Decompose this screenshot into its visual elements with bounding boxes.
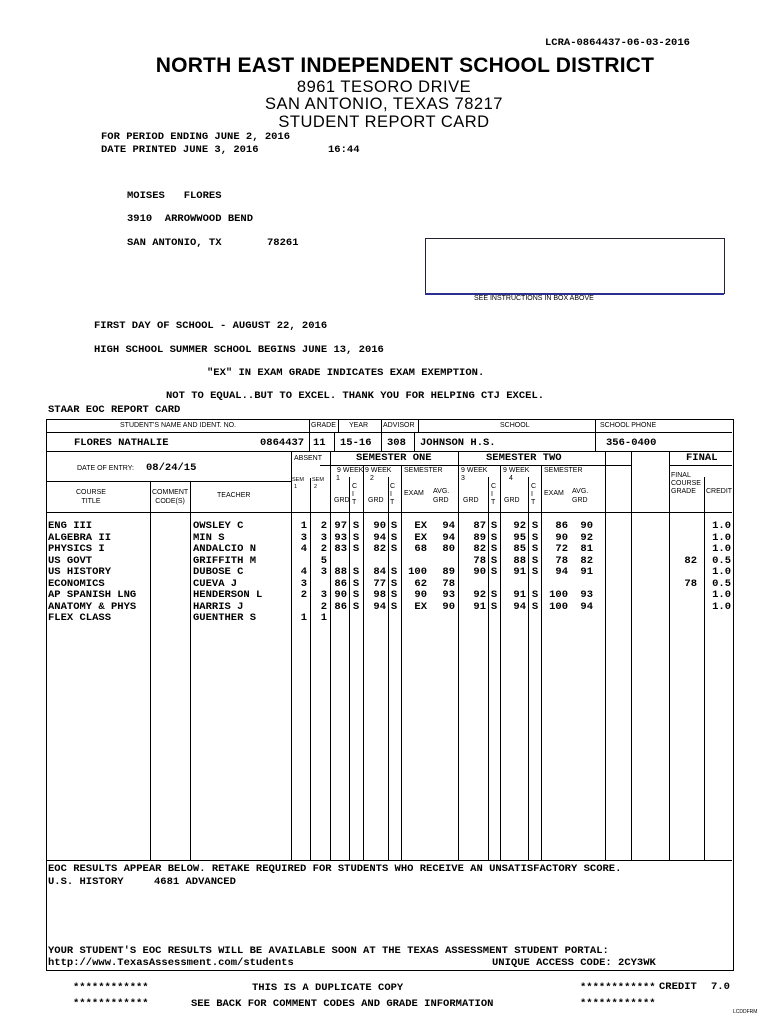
final-grade: 82 <box>684 554 697 567</box>
label-grd-3: GRD <box>463 497 479 504</box>
label-grd-1: GRD <box>334 497 350 504</box>
exam-sem2: 94 <box>555 566 568 578</box>
label-credit: CREDIT <box>706 488 733 495</box>
school-phone: 356-0400 <box>606 437 657 449</box>
see-back-note: SEE BACK FOR COMMENT CODES AND GRADE INFORMATION <box>191 998 494 1010</box>
absent-sem1: 4 <box>300 566 307 578</box>
label-9week-2: 9 WEEK <box>365 467 392 474</box>
cit-p4: S <box>531 543 539 555</box>
grade-p2: 94 <box>373 600 386 613</box>
grid-vline <box>595 432 596 451</box>
grid-vline <box>190 481 191 860</box>
first-day-notice: FIRST DAY OF SCHOOL - AUGUST 22, 2016 <box>94 320 328 332</box>
grade-p1: 86 <box>334 600 347 613</box>
course-title: AP SPANISH LNG <box>48 589 137 601</box>
grade-p2: 84 <box>373 566 386 578</box>
final-grade: 78 <box>684 577 697 590</box>
label-cit-2: C I T <box>390 483 396 506</box>
absent-sem2: 2 <box>320 543 327 555</box>
cit-p1: S <box>352 520 360 532</box>
label-final-course-grade: FINAL COURSE GRADE <box>671 472 701 495</box>
grade-p2: 77 <box>373 577 386 590</box>
grade-p2: 98 <box>373 589 386 601</box>
label-cit-1: C I T <box>352 483 358 506</box>
cit-p3: S <box>490 520 498 532</box>
course-title: ALGEBRA II <box>48 531 112 544</box>
date-of-entry: 08/24/15 <box>146 462 197 474</box>
course-teacher: GRIFFITH M <box>193 554 257 567</box>
absent-sem1: 4 <box>300 543 307 555</box>
grid-vline <box>458 451 459 860</box>
grade-p3: 82 <box>473 543 486 555</box>
period-ending: FOR PERIOD ENDING JUNE 2, 2016 <box>101 131 291 143</box>
grid-hline <box>320 465 631 466</box>
grade-p3: 90 <box>473 566 486 578</box>
avg-sem2: 82 <box>580 554 593 567</box>
avg-sem2: 94 <box>580 600 593 613</box>
label-9week-4: 9 WEEK <box>503 467 530 474</box>
cit-p2: S <box>390 589 398 601</box>
document-id: LCRA-0864437-06-03-2016 <box>545 37 690 49</box>
course-credit: 1.0 <box>712 600 731 613</box>
grid-vline <box>381 419 382 432</box>
duplicate-copy-note: THIS IS A DUPLICATE COPY <box>252 982 404 994</box>
footer-stars-left-2: ************ <box>73 998 149 1010</box>
absent-sem1: 3 <box>300 577 307 590</box>
district-address: 8961 TESORO DRIVE <box>296 78 472 96</box>
avg-sem1: 78 <box>442 577 455 590</box>
grade-p4: 91 <box>513 566 526 578</box>
course-teacher: GUENTHER S <box>193 612 257 624</box>
cit-p2: S <box>390 543 398 555</box>
exam-sem1: 90 <box>414 589 427 601</box>
grid-vline <box>309 419 310 432</box>
label-exam-2: EXAM <box>544 490 564 497</box>
student-id: 0864437 <box>260 437 305 449</box>
eoc-access-code: UNIQUE ACCESS CODE: 2CY3WK <box>492 957 656 969</box>
label-avg-grd-1: AVG. GRD <box>433 488 450 504</box>
label-9week-3: 9 WEEK <box>461 467 488 474</box>
label-semester-1: SEMESTER <box>404 467 443 474</box>
course-credit: 0.5 <box>712 577 731 590</box>
label-absent: ABSENT <box>294 455 323 462</box>
course-teacher: ANDALCIO N <box>193 543 257 555</box>
student-grade: 11 <box>313 437 326 449</box>
label-sem-1-num: 1 <box>294 484 298 490</box>
avg-sem2: 90 <box>580 520 593 532</box>
label-avg-grd-2: AVG. GRD <box>572 488 589 504</box>
absent-sem1: 1 <box>300 612 307 624</box>
student-name: FLORES NATHALIE <box>74 437 169 449</box>
cit-p3: S <box>490 589 498 601</box>
grade-p3: 89 <box>473 531 486 544</box>
grid-vline <box>414 432 415 451</box>
label-date-of-entry: DATE OF ENTRY: <box>77 465 134 472</box>
absent-sem2: 2 <box>320 520 327 532</box>
time-printed: 16:44 <box>328 144 360 156</box>
cit-p4: S <box>531 554 539 567</box>
avg-sem2: 93 <box>580 589 593 601</box>
label-period-1: 1 <box>336 475 340 482</box>
course-title: ANATOMY & PHYS <box>48 600 137 613</box>
grade-p1: 90 <box>334 589 347 601</box>
grid-vline <box>381 432 382 451</box>
course-teacher: OWSLEY C <box>193 520 244 532</box>
instruction-box <box>425 238 725 294</box>
instruction-box-note: SEE INSTRUCTIONS IN BOX ABOVE <box>474 295 594 302</box>
grid-vline <box>605 451 606 860</box>
label-period-2: 2 <box>370 475 374 482</box>
exam-sem1: 68 <box>414 543 427 555</box>
grid-vline <box>595 419 596 432</box>
cit-p2: S <box>390 600 398 613</box>
grid-hline <box>46 481 291 482</box>
grade-p1: 86 <box>334 577 347 590</box>
mailing-street: 3910 ARROWWOOD BEND <box>127 213 254 225</box>
cit-p3: S <box>490 600 498 613</box>
label-cit-3: C I T <box>491 483 497 506</box>
cit-p4: S <box>531 600 539 613</box>
exam-sem1: 62 <box>414 577 427 590</box>
footer-stars-right-1: ************ <box>580 982 656 994</box>
grade-p4: 88 <box>513 554 526 567</box>
label-semester-one: SEMESTER ONE <box>356 452 432 464</box>
exam-sem2: 100 <box>549 600 568 613</box>
cit-p3: S <box>490 566 498 578</box>
grade-p2: 82 <box>373 543 386 555</box>
eoc-subject: U.S. HISTORY <box>48 876 124 888</box>
district-city: SAN ANTONIO, TEXAS 78217 <box>265 95 503 113</box>
grade-p3: 87 <box>473 520 486 532</box>
absent-sem2: 1 <box>320 612 327 624</box>
eoc-portal-note: YOUR STUDENT'S EOC RESULTS WILL BE AVAILABLE SOON AT THE TEXAS ASSESSMENT STUDENT PORTAL: <box>48 945 609 957</box>
exam-exemption-note: "EX" IN EXAM GRADE INDICATES EXAM EXEMPTION. <box>207 367 485 379</box>
absent-sem1: 1 <box>300 520 307 532</box>
mailing-name: MOISES FLORES <box>127 190 222 202</box>
label-semester-2: SEMESTER <box>544 467 583 474</box>
avg-sem1: 94 <box>442 531 455 544</box>
label-grd-4: GRD <box>504 497 520 504</box>
course-credit: 1.0 <box>712 520 731 532</box>
cit-p4: S <box>531 589 539 601</box>
cit-p1: S <box>352 589 360 601</box>
course-teacher: MIN S <box>193 531 225 544</box>
footer-stars-right-2: ************ <box>580 998 656 1010</box>
cit-p2: S <box>390 520 398 532</box>
course-title: ENG III <box>48 520 93 532</box>
label-cit-4: C I T <box>531 483 537 506</box>
grade-p4: 95 <box>513 531 526 544</box>
label-final: FINAL <box>686 452 718 464</box>
label-exam-1: EXAM <box>404 490 424 497</box>
cit-p1: S <box>352 543 360 555</box>
label-grade: GRADE <box>311 422 336 429</box>
absent-sem2: 2 <box>320 600 327 613</box>
cit-p1: S <box>352 566 360 578</box>
label-teacher: TEACHER <box>217 492 251 499</box>
label-school-phone: SCHOOL PHONE <box>600 422 657 429</box>
absent-sem2: 3 <box>320 589 327 601</box>
exam-sem1: 100 <box>408 566 427 578</box>
avg-sem1: 90 <box>442 600 455 613</box>
footer-stars-left-1: ************ <box>73 982 149 994</box>
course-title: US GOVT <box>48 554 93 567</box>
grid-hline <box>46 512 732 513</box>
eoc-portal-url: http://www.TexasAssessment.com/students <box>48 957 294 969</box>
cit-p1: S <box>352 600 360 613</box>
avg-sem1: 89 <box>442 566 455 578</box>
exam-sem1: EX <box>414 531 427 544</box>
avg-sem2: 81 <box>580 543 593 555</box>
cit-p3: S <box>490 531 498 544</box>
grid-vline <box>338 419 339 432</box>
label-course-title: COURSE TITLE <box>76 489 106 505</box>
course-teacher: HARRIS J <box>193 600 244 613</box>
absent-sem1: 2 <box>300 589 307 601</box>
eoc-intro: EOC RESULTS APPEAR BELOW. RETAKE REQUIRED FOR STUDENTS WHO RECEIVE AN UNSATISFACTORY SCORE. <box>48 863 622 875</box>
course-teacher: DUBOSE C <box>193 566 244 578</box>
district-name: NORTH EAST INDEPENDENT SCHOOL DISTRICT <box>155 54 655 77</box>
course-teacher: CUEVA J <box>193 577 238 590</box>
summer-school-notice: HIGH SCHOOL SUMMER SCHOOL BEGINS JUNE 13, 2016 <box>94 344 384 356</box>
grid-vline <box>669 451 670 860</box>
grade-p1: 93 <box>334 531 347 544</box>
course-credit: 1.0 <box>712 566 731 578</box>
course-credit: 1.0 <box>712 589 731 601</box>
cit-p4: S <box>531 520 539 532</box>
label-year: YEAR <box>349 422 369 429</box>
exam-sem2: 90 <box>555 531 568 544</box>
student-year: 15-16 <box>340 437 372 449</box>
course-title: PHYSICS I <box>48 543 105 555</box>
cit-p3: S <box>490 543 498 555</box>
course-title: FLEX CLASS <box>48 612 112 624</box>
cit-p1: S <box>352 577 360 590</box>
grade-p3: 91 <box>473 600 486 613</box>
grid-vline <box>631 451 632 860</box>
cit-p4: S <box>531 566 539 578</box>
cit-p2: S <box>390 531 398 544</box>
student-school: JOHNSON H.S. <box>420 437 496 449</box>
label-school: SCHOOL <box>500 422 530 429</box>
grid-vline <box>309 432 310 451</box>
course-title: ECONOMICS <box>48 577 105 590</box>
label-student-name: STUDENT'S NAME AND IDENT. NO. <box>120 422 237 429</box>
label-sem-1: SEM <box>292 477 304 483</box>
grid-vline <box>418 419 419 432</box>
grade-p4: 91 <box>513 589 526 601</box>
label-period-3: 3 <box>461 475 465 482</box>
grid-hline <box>669 465 732 466</box>
absent-sem1: 3 <box>300 531 307 544</box>
avg-sem1: 80 <box>442 543 455 555</box>
grade-p4: 94 <box>513 600 526 613</box>
staar-title: STAAR EOC REPORT CARD <box>48 404 181 416</box>
grid-vline <box>291 451 292 860</box>
form-code: LCDDFRM <box>733 1009 758 1015</box>
course-credit: 1.0 <box>712 531 731 544</box>
absent-sem2: 3 <box>320 566 327 578</box>
grade-p3: 78 <box>473 554 486 567</box>
grade-p2: 94 <box>373 531 386 544</box>
grade-p1: 83 <box>334 543 347 555</box>
avg-sem1: 94 <box>442 520 455 532</box>
grade-p1: 88 <box>334 566 347 578</box>
grade-p4: 92 <box>513 520 526 532</box>
label-grd-2: GRD <box>368 497 384 504</box>
total-credit-label: CREDIT <box>659 981 697 993</box>
motto: NOT TO EQUAL..BUT TO EXCEL. THANK YOU FOR HELPING CTJ EXCEL. <box>166 390 545 402</box>
grade-p4: 85 <box>513 543 526 555</box>
exam-sem2: 72 <box>555 543 568 555</box>
course-title: US HISTORY <box>48 566 112 578</box>
label-sem-2-num: 2 <box>314 484 318 490</box>
label-period-4: 4 <box>509 475 513 482</box>
course-credit: 0.5 <box>712 554 731 567</box>
cit-p1: S <box>352 531 360 544</box>
label-advisor: ADVISOR <box>383 422 415 429</box>
cit-p2: S <box>390 577 398 590</box>
exam-sem2: 78 <box>555 554 568 567</box>
mailing-zip: 78261 <box>267 237 299 249</box>
grid-hline <box>46 860 732 861</box>
course-credit: 1.0 <box>712 543 731 555</box>
course-teacher: HENDERSON L <box>193 589 263 601</box>
avg-sem2: 91 <box>580 566 593 578</box>
total-credit-value: 7.0 <box>711 981 730 993</box>
grid-hline <box>46 432 732 433</box>
absent-sem2: 5 <box>320 554 327 567</box>
eoc-score: 4681 ADVANCED <box>154 876 236 888</box>
exam-sem1: EX <box>414 520 427 532</box>
avg-sem1: 93 <box>442 589 455 601</box>
grid-vline <box>330 451 331 860</box>
label-semester-two: SEMESTER TWO <box>486 452 562 464</box>
mailing-city: SAN ANTONIO, TX <box>127 237 222 249</box>
cit-p4: S <box>531 531 539 544</box>
exam-sem2: 100 <box>549 589 568 601</box>
label-comment-codes: COMMENT CODE(S) <box>152 489 189 505</box>
grade-p2: 90 <box>373 520 386 532</box>
grade-p3: 92 <box>473 589 486 601</box>
absent-sem2: 3 <box>320 531 327 544</box>
cit-p3: S <box>490 554 498 567</box>
label-sem-2: SEM <box>312 477 324 483</box>
grid-vline <box>334 432 335 451</box>
cit-p2: S <box>390 566 398 578</box>
exam-sem1: EX <box>414 600 427 613</box>
student-advisor: 308 <box>387 437 406 449</box>
report-title: STUDENT REPORT CARD <box>278 113 490 131</box>
grade-p1: 97 <box>334 520 347 532</box>
date-printed: DATE PRINTED JUNE 3, 2016 <box>101 144 259 156</box>
exam-sem2: 86 <box>555 520 568 532</box>
label-9week-1: 9 WEEK <box>337 467 364 474</box>
avg-sem2: 92 <box>580 531 593 544</box>
